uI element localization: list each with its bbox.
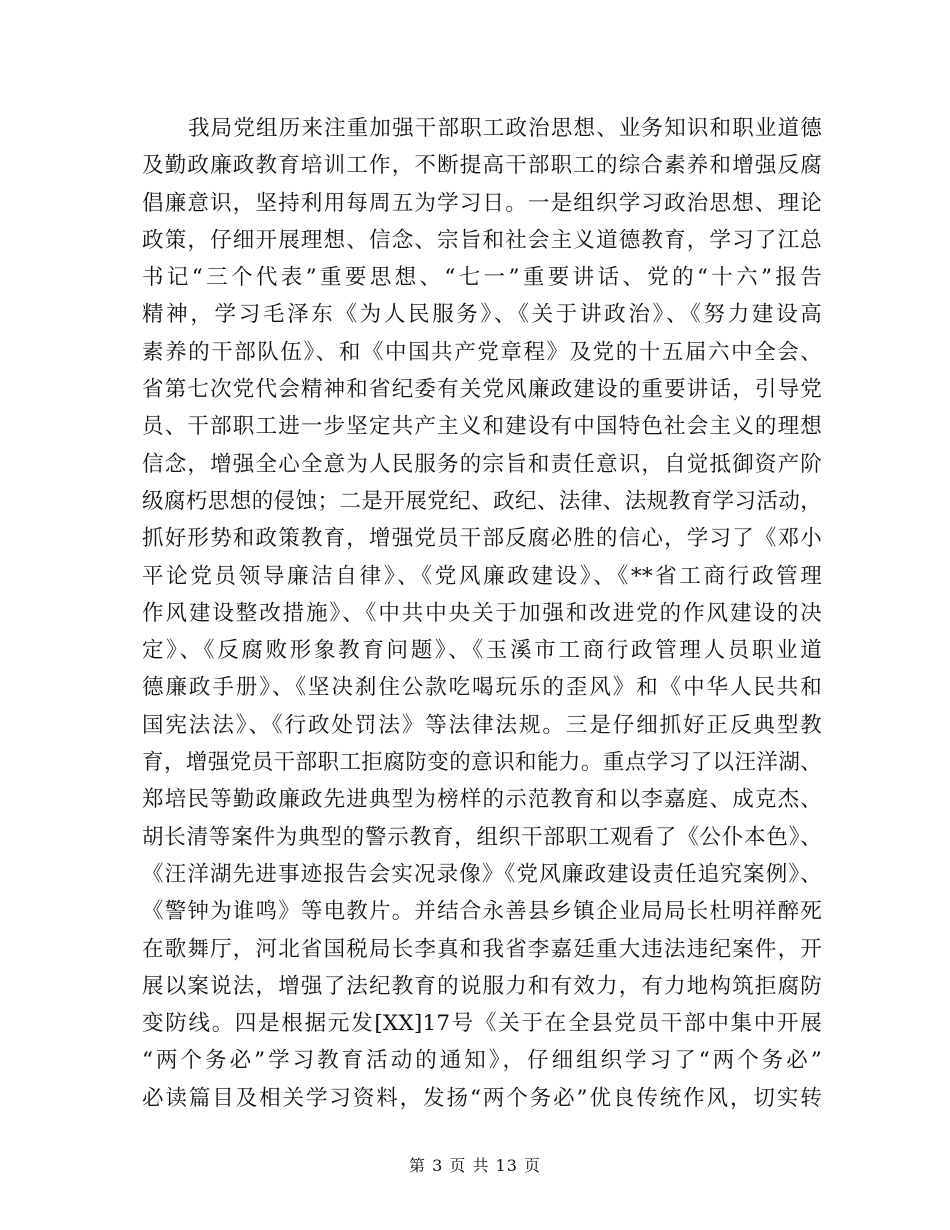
paragraph-line: “两个务必”学习教育活动的通知》，仔细组织学习了“两个务必”	[142, 1048, 822, 1074]
paragraph-line: 必读篇目及相关学习资料，发扬“两个务必”优良传统作风，切实转	[142, 1085, 822, 1111]
paragraph-line: 《汪洋湖先进事迹报告会实况录像》《党风廉政建设责任追究案例》、	[142, 861, 822, 887]
paragraph-line: 育，增强党员干部职工拒腐防变的意识和能力。重点学习了以汪洋湖、	[142, 750, 822, 776]
paragraph-line: 展以案说法，增强了法纪教育的说服力和有效力，有力地构筑拒腐防	[142, 973, 822, 999]
paragraph-line: 级腐朽思想的侵蚀；二是开展党纪、政纪、法律、法规教育学习活动，	[142, 488, 822, 514]
page-number-footer: 第 3 页 共 13 页	[409, 1156, 541, 1175]
paragraph-line: 素养的干部队伍》、和《中国共产党章程》及党的十五届六中全会、	[142, 339, 822, 365]
paragraph-line: 及勤政廉政教育培训工作，不断提高干部职工的综合素养和增强反腐	[142, 153, 822, 179]
paragraph-line: 省第七次党代会精神和省纪委有关党风廉政建设的重要讲话，引导党	[142, 377, 822, 403]
paragraph-line: 精神，学习毛泽东《为人民服务》、《关于讲政治》、《努力建设高	[142, 302, 822, 328]
paragraph-line: 郑培民等勤政廉政先进典型为榜样的示范教育和以李嘉庭、成克杰、	[142, 787, 822, 813]
paragraph-line: 政策，仔细开展理想、信念、宗旨和社会主义道德教育，学习了江总	[142, 227, 822, 253]
paragraph-line: 在歌舞厅，河北省国税局长李真和我省李嘉廷重大违法违纪案件，开	[142, 936, 822, 962]
body-paragraph	[142, 110, 822, 1117]
paragraph-line: 抓好形势和政策教育，增强党员干部反腐必胜的信心，学习了《邓小	[142, 526, 822, 552]
paragraph-line: 作风建设整改措施》、《中共中央关于加强和改进党的作风建设的决	[142, 600, 822, 626]
paragraph-line: 员、干部职工进一步坚定共产主义和建设有中国特色社会主义的理想	[142, 414, 822, 440]
paragraph-line: 国宪法法》、《行政处罚法》等法律法规。三是仔细抓好正反典型教	[142, 712, 822, 738]
paragraph-line: 德廉政手册》、《坚决刹住公款吃喝玩乐的歪风》和《中华人民共和	[142, 675, 822, 701]
paragraph-line: 书记“三个代表”重要思想、“七一”重要讲话、党的“十六”报告	[142, 265, 822, 291]
paragraph-line: 倡廉意识，坚持利用每周五为学习日。一是组织学习政治思想、理论	[142, 190, 822, 216]
paragraph-line: 《警钟为谁鸣》等电教片。并结合永善县乡镇企业局局长杜明祥醉死	[142, 899, 822, 925]
paragraph-line: 胡长清等案件为典型的警示教育，组织干部职工观看了《公仆本色》、	[142, 824, 822, 850]
paragraph-line: 变防线。四是根据元发[XX]17号《关于在全县党员干部中集中开展	[142, 1011, 822, 1037]
paragraph-line: 我局党组历来注重加强干部职工政治思想、业务知识和职业道德	[188, 116, 822, 141]
paragraph-line: 平论党员领导廉洁自律》、《党风廉政建设》、《**省工商行政管理	[142, 563, 822, 589]
paragraph-line: 信念，增强全心全意为人民服务的宗旨和责任意识，自觉抵御资产阶	[142, 451, 822, 477]
paragraph-line: 定》、《反腐败形象教育问题》、《玉溪市工商行政管理人员职业道	[142, 638, 822, 664]
